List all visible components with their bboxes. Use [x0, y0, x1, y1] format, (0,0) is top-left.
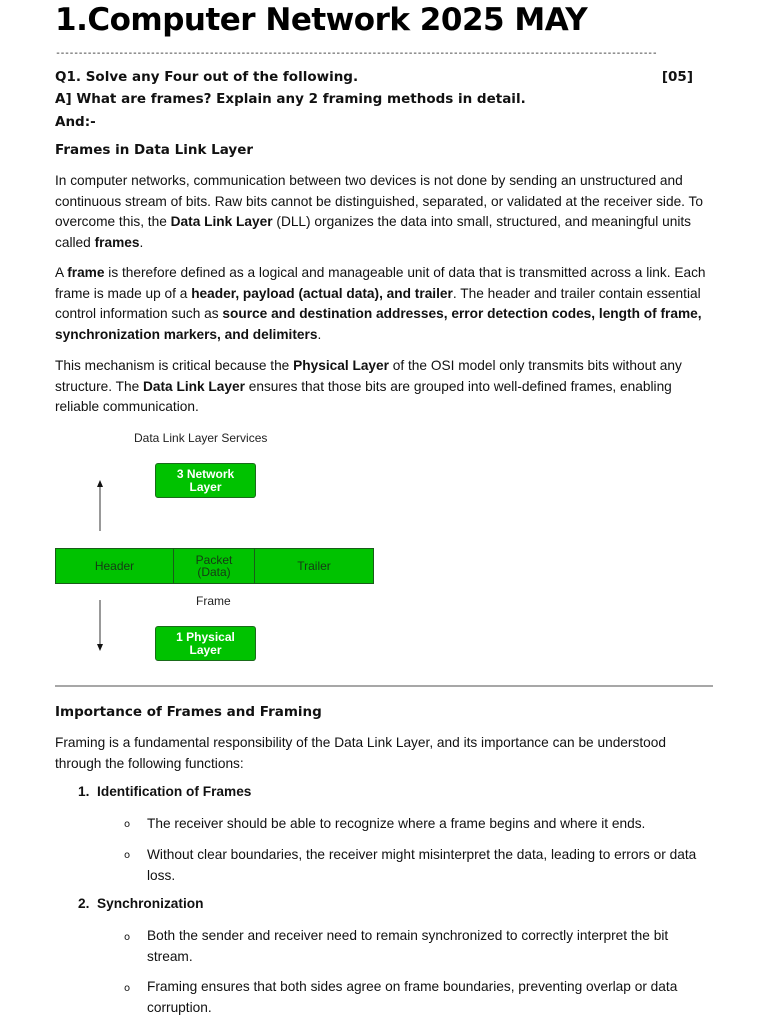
text-run-bold: header, payload (actual data), and trailer [191, 285, 453, 301]
bullet-icon: o [124, 983, 131, 994]
packet-cell [174, 549, 255, 583]
section-heading-frames: Frames in Data Link Layer [55, 142, 254, 158]
text-run-bold: Data Link Layer [143, 378, 245, 394]
text-run: This mechanism is critical because the [55, 358, 294, 373]
text-run-bold: Physical Layer [293, 358, 389, 373]
paragraph-framing-intro: Framing is a fundamental responsibility of the Data Link Layer, and its importance can be understood through the following functions: [55, 735, 666, 771]
page-title: 1.Computer Network 2025 MAY [55, 2, 588, 38]
paragraph-intro [55, 171, 715, 253]
text-run-bold: frames [94, 234, 140, 250]
text-run: (DLL) organizes the data into small, structured, and meaningful units called [55, 214, 692, 250]
divider-line: ------------------------------------------------------------------------------------------------------------------------------------- [55, 48, 657, 59]
text-run-bold: Data Link Layer [170, 214, 273, 230]
list-bullet: Both the sender and receiver need to remain synchronized to correctly interpret the bit stream. [147, 928, 669, 964]
diagram-title: Data Link Layer Services [134, 431, 268, 445]
network-layer-label: 3 Network Layer [176, 466, 235, 494]
frame-bar [55, 548, 374, 584]
network-layer-box [155, 463, 256, 498]
list-bullet: The receiver should be able to recognize where a frame begins and where it ends. [147, 816, 646, 831]
list-number: 1. [78, 784, 90, 799]
text-run: A [55, 265, 68, 280]
packet-label: Packet (Data) [195, 553, 233, 579]
bullet-icon: o [124, 850, 131, 861]
text-run: In computer networks, communication between two devices is not done by sending an unstructured and continuous stream of bits. Raw bits cannot be distinguished, separated, or validated at the receiver side. To overcome this, the [55, 173, 703, 230]
text-run-bold: source and destination addresses, error detection codes, length of frame, synchronization markers, and delimiters [55, 306, 702, 342]
list-item-2-heading [78, 896, 204, 911]
header-cell: Header [56, 549, 174, 583]
paragraph-frame-definition [55, 263, 715, 345]
trailer-cell: Trailer [297, 559, 331, 573]
subquestion: A] What are frames? Explain any 2 framing methods in detail. [55, 91, 526, 107]
text-run: ensures that those bits are grouped into well-defined frames, enabling reliable communication. [55, 378, 672, 415]
question-marks: [05] [661, 69, 693, 85]
text-run: . [317, 326, 322, 342]
text-run: . [139, 234, 144, 250]
bullet-icon: o [124, 819, 131, 830]
list-bullet: Framing ensures that both sides agree on frame boundaries, preventing overlap or data corruption. [147, 979, 678, 1015]
horizontal-rule [55, 685, 713, 687]
physical-layer-box [155, 626, 256, 661]
question-text: Q1. Solve any Four out of the following. [55, 69, 359, 85]
bullet-icon: o [124, 932, 131, 943]
answer-label: And:- [55, 114, 96, 130]
paragraph-mechanism [55, 356, 715, 418]
list-bullet: Without clear boundaries, the receiver might misinterpret the data, leading to errors or data loss. [147, 847, 697, 883]
frame-label: Frame [196, 594, 231, 608]
text-run: is therefore defined as a logical and manageable unit of data that is transmitted across a link. Each frame is made up of a [55, 265, 706, 301]
list-title: Identification of Frames [97, 784, 252, 799]
down-arrow-icon [92, 598, 108, 653]
text-run: . The header and trailer contain essential control information such as [55, 285, 701, 322]
list-item-1-heading [78, 784, 251, 799]
list-title: Synchronization [97, 896, 204, 911]
physical-layer-label: 1 Physical Layer [176, 629, 235, 657]
text-run-bold: frame [67, 265, 105, 280]
up-arrow-icon [92, 478, 108, 533]
list-number: 2. [78, 896, 90, 911]
text-run: of the OSI model only transmits bits without any structure. The [55, 358, 682, 394]
section-heading-importance: Importance of Frames and Framing [55, 704, 322, 720]
question-row [55, 69, 693, 85]
